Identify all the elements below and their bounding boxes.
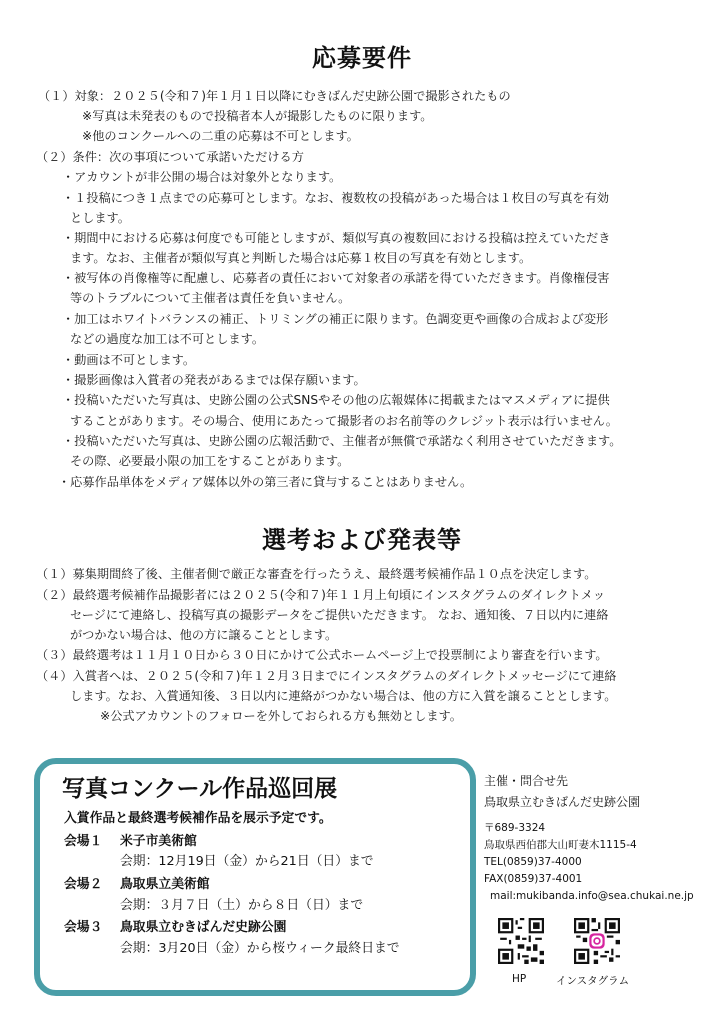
contact-fax: FAX(0859)37-4001 — [484, 873, 583, 885]
req-line: ※写真は未発表のもので投稿者本人が撮影したものに限ります。 — [82, 109, 433, 123]
requirements-title: 応募要件 — [312, 44, 412, 72]
req-line: （１）対象：２０２５(令和７)年１月１日以降にむきばんだ史跡公園で撮影されたもの — [38, 89, 511, 103]
venue-label: 会場２ — [64, 877, 103, 892]
req-line: （２）条件：次の事項について承諾いただける方 — [36, 150, 304, 164]
req-line: ・投稿いただいた写真は、史跡公園の広報活動で、主催者が無償で承諾なく利用させていただきます。 — [62, 434, 622, 448]
venue-period: 会期：３月７日（土）から８日（日）まで — [120, 898, 364, 913]
req-line: とします。 — [70, 211, 130, 225]
req-line: ・アカウントが非公開の場合は対象外となります。 — [62, 170, 342, 184]
contact-postal: 〒689-3324 — [484, 822, 546, 834]
instagram-qr-label: インスタグラム — [556, 975, 630, 987]
contact-heading: 主催・問合せ先 — [484, 774, 569, 788]
instagram-qr-code-icon[interactable] — [574, 918, 620, 964]
req-line: ・加工はホワイトバランスの補正、トリミングの補正に限ります。色調変更や画像の合成および変形 — [62, 312, 609, 326]
req-line: ・被写体の肖像権等に配慮し、応募者の責任において対象者の承諾を得ていただきます。肖像権侵害 — [62, 271, 610, 285]
venue-name: 米子市美術館 — [120, 834, 197, 849]
sel-line: します。なお、入賞通知後、３日以内に連絡がつかない場合は、他の方に入賞を譲ることとします。 — [70, 689, 617, 703]
venue-name: 鳥取県立むきばんだ史跡公園 — [120, 920, 287, 935]
req-line: ・期間中における応募は何度でも可能としますが、類似写真の複数回における投稿は控えていただき — [62, 231, 611, 245]
req-line: ・１投稿につき１点までの応募可とします。なお、複数枚の投稿があった場合は１枚目の写真を有効 — [62, 191, 610, 205]
exhibition-title: 写真コンクール作品巡回展 — [62, 776, 338, 802]
req-line: ・応募作品単体をメディア媒体以外の第三者に貸与することはありません。 — [58, 475, 473, 489]
exhibition-intro: 入賞作品と最終選考候補作品を展示予定です。 — [64, 811, 332, 826]
contact-email: mail:mukibanda.info@sea.chukai.ne.jp — [490, 890, 694, 902]
req-line: ・動画は不可とします。 — [62, 353, 196, 367]
req-line: することがあります。その場合、使用にあたって撮影者のお名前等のクレジット表示は行いません。 — [70, 414, 618, 428]
venue-period: 会期：3月20日（金）から桜ウィーク最終日まで — [120, 941, 400, 956]
sel-line: （３）最終選考は１１月１０日から３０日にかけて公式ホームページ上で投票制により審査を行います。 — [36, 648, 608, 662]
sel-line: がつかない場合は、他の方に譲ることとします。 — [70, 628, 338, 642]
selection-title: 選考および発表等 — [262, 526, 462, 554]
contact-tel: TEL(0859)37-4000 — [484, 856, 582, 868]
venue-label: 会場１ — [64, 834, 103, 849]
req-line: ※他のコンクールへの二重の応募は不可とします。 — [82, 129, 359, 143]
venue-name: 鳥取県立美術館 — [120, 877, 210, 892]
sel-line: （４）入賞者へは、２０２５(令和７)年１２月３日までにインスタグラムのダイレクトメッセージにて連絡 — [36, 669, 617, 683]
contact-org: 鳥取県立むきばんだ史跡公園 — [484, 795, 641, 809]
req-line: その際、必要最小限の加工をすることがあります。 — [70, 454, 350, 468]
hp-qr-label: HP — [512, 973, 527, 985]
req-line: 等のトラブルについて主催者は責任を負いません。 — [70, 291, 351, 305]
sel-line: ※公式アカウントのフォローを外しておられる方も無効とします。 — [100, 709, 462, 723]
sel-line: セージにて連絡し、投稿写真の撮影データをご提供いただきます。 なお、通知後、７日以内に連絡 — [70, 608, 609, 622]
hp-qr-code-icon[interactable] — [498, 918, 544, 964]
sel-line: （１）募集期間終了後、主催者側で厳正な審査を行ったうえ、最終選考候補作品１０点を決定します。 — [36, 567, 597, 581]
contact-address: 鳥取県西伯郡大山町妻木1115-4 — [484, 839, 637, 851]
venue-period: 会期：12月19日（金）から21日（日）まで — [120, 854, 374, 869]
venue-label: 会場３ — [64, 920, 103, 935]
req-line: ・撮影画像は入賞者の発表があるまでは保存願います。 — [62, 373, 366, 387]
sel-line: （２）最終選考候補作品撮影者には２０２５(令和７)年１１月上旬頃にインスタグラムのダイレクトメッ — [36, 588, 606, 602]
req-line: などの過度な加工は不可とします。 — [70, 332, 265, 346]
req-line: ・投稿いただいた写真は、史跡公園の公式SNSやその他の広報媒体に掲載またはマスメディアに提供 — [62, 393, 610, 407]
req-line: ます。なお、主催者が類似写真と判断した場合は応募１枚目の写真を有効とします。 — [70, 251, 532, 265]
